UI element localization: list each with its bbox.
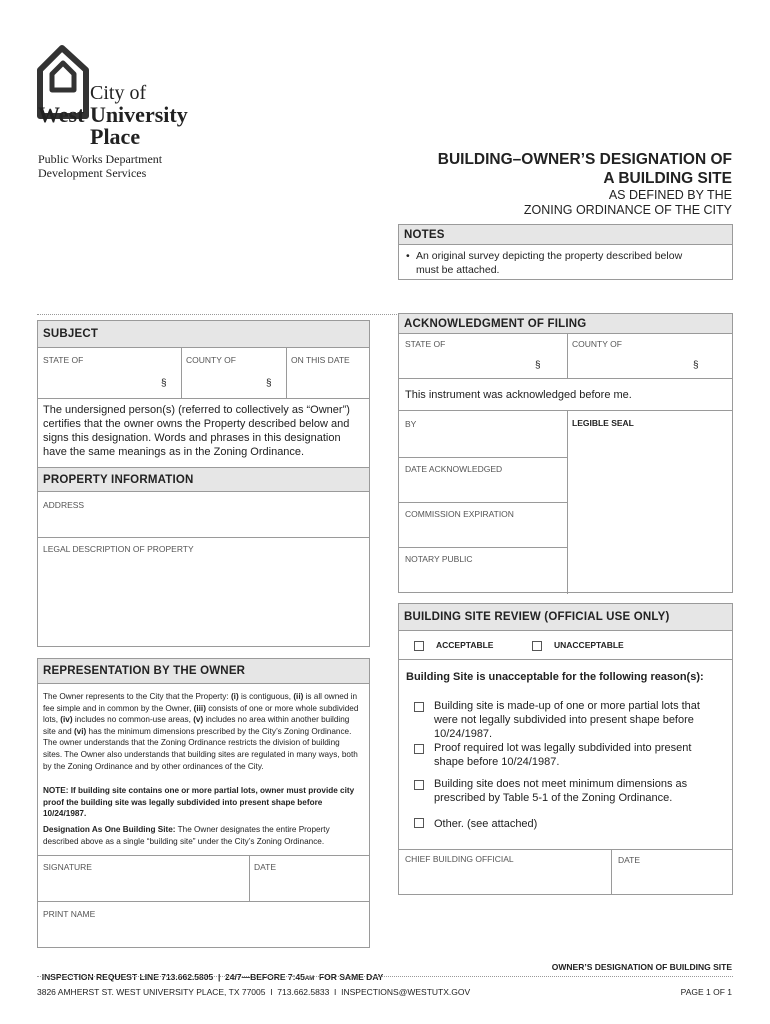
department-line1: Public Works Department bbox=[38, 152, 163, 166]
representation-paragraph bbox=[43, 691, 361, 772]
reason-partial-lots-checkbox[interactable] bbox=[414, 702, 424, 712]
title-line1: BUILDING–OWNER’S DESIGNATION OF bbox=[437, 151, 732, 168]
signature-label: SIGNATURE bbox=[43, 862, 92, 872]
notes-box bbox=[398, 224, 733, 280]
acceptable-checkbox[interactable] bbox=[414, 641, 424, 651]
reason-other-checkbox[interactable] bbox=[414, 818, 424, 828]
page-title bbox=[438, 150, 732, 188]
reason-partial-lots bbox=[434, 699, 700, 741]
footer-address: 3826 AMHERST ST. WEST UNIVERSITY PLACE, TX 77005 I 713.662.5833 I INSPECTIONS@WESTUTX.GOV bbox=[37, 987, 471, 997]
subject-heading: SUBJECT bbox=[38, 321, 369, 348]
signature-top-line bbox=[38, 855, 369, 856]
ack-county-label: COUNTY OF bbox=[572, 339, 622, 349]
subject-state-section-symbol: § bbox=[161, 378, 167, 389]
property-heading: PROPERTY INFORMATION bbox=[38, 468, 369, 492]
unacceptable-checkbox[interactable] bbox=[532, 641, 542, 651]
page-subtitle bbox=[524, 188, 732, 218]
print-name-top-line bbox=[38, 901, 369, 902]
rep-text: The Owner represents to the City that the Property: bbox=[43, 692, 231, 701]
subject-row-line bbox=[38, 398, 369, 399]
reason1-line1: Building site is made-up of one or more partial lots that bbox=[434, 700, 700, 712]
footer-divider bbox=[37, 976, 733, 977]
reason3-line1: Building site does not meet minimum dimensions as bbox=[434, 778, 688, 790]
print-name-label: PRINT NAME bbox=[43, 909, 96, 919]
reason-proof-required bbox=[434, 741, 691, 769]
reason-dimensions-checkbox[interactable] bbox=[414, 780, 424, 790]
ack-by-label: BY bbox=[405, 419, 417, 429]
legible-seal-label: LEGIBLE SEAL bbox=[572, 418, 634, 428]
commission-expiration-label: COMMISSION EXPIRATION bbox=[405, 509, 514, 519]
designation-bold: Designation As One Building Site: bbox=[43, 825, 176, 834]
rep-item: (iv) bbox=[60, 715, 73, 725]
ack-by-top-line bbox=[399, 410, 732, 411]
acknowledgment-box bbox=[398, 313, 733, 593]
subject-county-label: COUNTY OF bbox=[186, 355, 236, 365]
subtitle-line1: AS DEFINED BY THE bbox=[608, 188, 732, 202]
department-line2: Development Services bbox=[38, 166, 147, 180]
ack-state-label: STATE OF bbox=[405, 339, 446, 349]
rep-item: (i) bbox=[230, 692, 239, 701]
address-line bbox=[38, 537, 369, 538]
date-acknowledged-label: DATE ACKNOWLEDGED bbox=[405, 464, 503, 474]
ack-commission-top-line bbox=[399, 502, 567, 503]
rep-item: (vi) bbox=[73, 726, 87, 736]
reasons-heading: Building Site is unacceptable for the following reason(s): bbox=[406, 671, 704, 683]
city-name-line1: City of bbox=[90, 82, 147, 104]
city-name-line2: West University bbox=[38, 102, 188, 127]
representation-heading: REPRESENTATION BY THE OWNER bbox=[38, 659, 369, 684]
notes-bullet: • bbox=[406, 250, 410, 262]
reason-dimensions bbox=[434, 777, 687, 805]
reason1-line3: 10/24/1987. bbox=[434, 728, 493, 740]
inspection-request-line bbox=[37, 962, 383, 982]
acceptable-label: ACCEPTABLE bbox=[436, 640, 494, 650]
subject-county-section-symbol: § bbox=[266, 378, 272, 389]
review-box bbox=[398, 603, 733, 895]
rep-item: (v) bbox=[193, 715, 204, 725]
official-divider bbox=[611, 849, 612, 895]
inspection-text: INSPECTION REQUEST LINE 713.662.5805 | 24/7—BEFORE 7:45 bbox=[41, 972, 305, 982]
ack-date-top-line bbox=[399, 457, 567, 458]
subtitle-line2: ZONING ORDINANCE OF THE CITY bbox=[523, 203, 732, 217]
signature-divider bbox=[249, 855, 250, 901]
designation-text: The Owner designates the entire Property described above as a single “building site” under the City’s Zoning Ordinance. bbox=[43, 825, 330, 846]
rep-text: has the minimum dimensions prescribed by the City’s Zoning Ordinance. The owner understands that the Zoning Ordinance restricts the division of building sites. The Owner also understands that building sites are regulated in many ways, both by the Zoning Ordinance and by other ordinances of the City. bbox=[43, 726, 358, 771]
rep-item: (iii) bbox=[193, 703, 206, 713]
review-row-line bbox=[399, 659, 732, 660]
ack-row-line bbox=[399, 378, 732, 379]
notes-text bbox=[416, 249, 682, 277]
inspection-text-end: FOR SAME DAY bbox=[314, 972, 384, 982]
subject-divider-2 bbox=[286, 348, 287, 398]
reason3-line2: prescribed by Table 5-1 of the Zoning Ordinance. bbox=[434, 792, 673, 804]
page-number: PAGE 1 OF 1 bbox=[680, 987, 732, 997]
rep-text: includes no common-use areas, bbox=[72, 715, 194, 725]
ack-state-section-symbol: § bbox=[535, 360, 541, 371]
ack-state-divider bbox=[567, 334, 568, 378]
address-label: ADDRESS bbox=[43, 500, 85, 510]
representation-box bbox=[37, 658, 370, 948]
chief-building-official-label: CHIEF BUILDING OFFICIAL bbox=[405, 854, 514, 864]
ack-statement: This instrument was acknowledged before me. bbox=[405, 389, 632, 401]
form-name: OWNER’S DESIGNATION OF BUILDING SITE bbox=[551, 962, 732, 972]
legal-description-label: LEGAL DESCRIPTION OF PROPERTY bbox=[43, 544, 194, 554]
notes-line1: An original survey depicting the property described below bbox=[416, 250, 683, 262]
official-top-line bbox=[399, 849, 732, 850]
subject-box bbox=[37, 320, 370, 647]
ack-seal-divider bbox=[567, 410, 568, 594]
reason1-line2: were not legally subdivided into present shape before bbox=[434, 714, 694, 726]
unacceptable-label: UNACCEPTABLE bbox=[554, 640, 624, 650]
acknowledgment-heading: ACKNOWLEDGMENT OF FILING bbox=[399, 314, 732, 334]
notes-heading: NOTES bbox=[399, 225, 732, 245]
review-date-label: DATE bbox=[618, 855, 641, 865]
city-name-line3: Place bbox=[90, 124, 141, 149]
rep-text: is all owned in fee simple and in common by the Owner, bbox=[43, 692, 358, 713]
rep-text: consists of one or more whole subdivided lots, bbox=[43, 703, 359, 725]
reason-other: Other. (see attached) bbox=[434, 818, 538, 830]
rep-date-label: DATE bbox=[254, 862, 277, 872]
reason-proof-required-checkbox[interactable] bbox=[414, 744, 424, 754]
rep-text: includes no area within another building site and bbox=[43, 715, 350, 736]
title-line2: A BUILDING SITE bbox=[603, 170, 732, 187]
representation-note: NOTE: If building site contains one or more partial lots, owner must provide city proof the building site was legally subdivided into present shape before 10/24/1987. bbox=[43, 786, 355, 819]
rep-text: is contiguous, bbox=[238, 692, 294, 701]
rep-item: (ii) bbox=[293, 692, 304, 701]
reason2-line1: Proof required lot was legally subdivided into present bbox=[434, 742, 692, 754]
ack-county-section-symbol: § bbox=[693, 360, 699, 371]
designation-statement bbox=[43, 824, 361, 847]
review-heading: BUILDING SITE REVIEW (OFFICIAL USE ONLY) bbox=[399, 604, 732, 631]
subject-divider-1 bbox=[181, 348, 182, 398]
subject-statement: The undersigned person(s) (referred to collectively as “Owner”) certifies that the owner owns the Property described below and signs this designation. Words and phrases in this designation have the same meanings as in the Zoning Ordinance. bbox=[43, 404, 350, 458]
inspection-am: AM bbox=[304, 976, 315, 982]
notary-public-label: NOTARY PUBLIC bbox=[405, 554, 473, 564]
subject-state-label: STATE OF bbox=[43, 355, 84, 365]
reason2-line2: shape before 10/24/1987. bbox=[434, 756, 560, 768]
subject-date-label: ON THIS DATE bbox=[291, 355, 350, 365]
notes-line2: must be attached. bbox=[416, 264, 500, 276]
ack-notary-top-line bbox=[399, 547, 567, 548]
